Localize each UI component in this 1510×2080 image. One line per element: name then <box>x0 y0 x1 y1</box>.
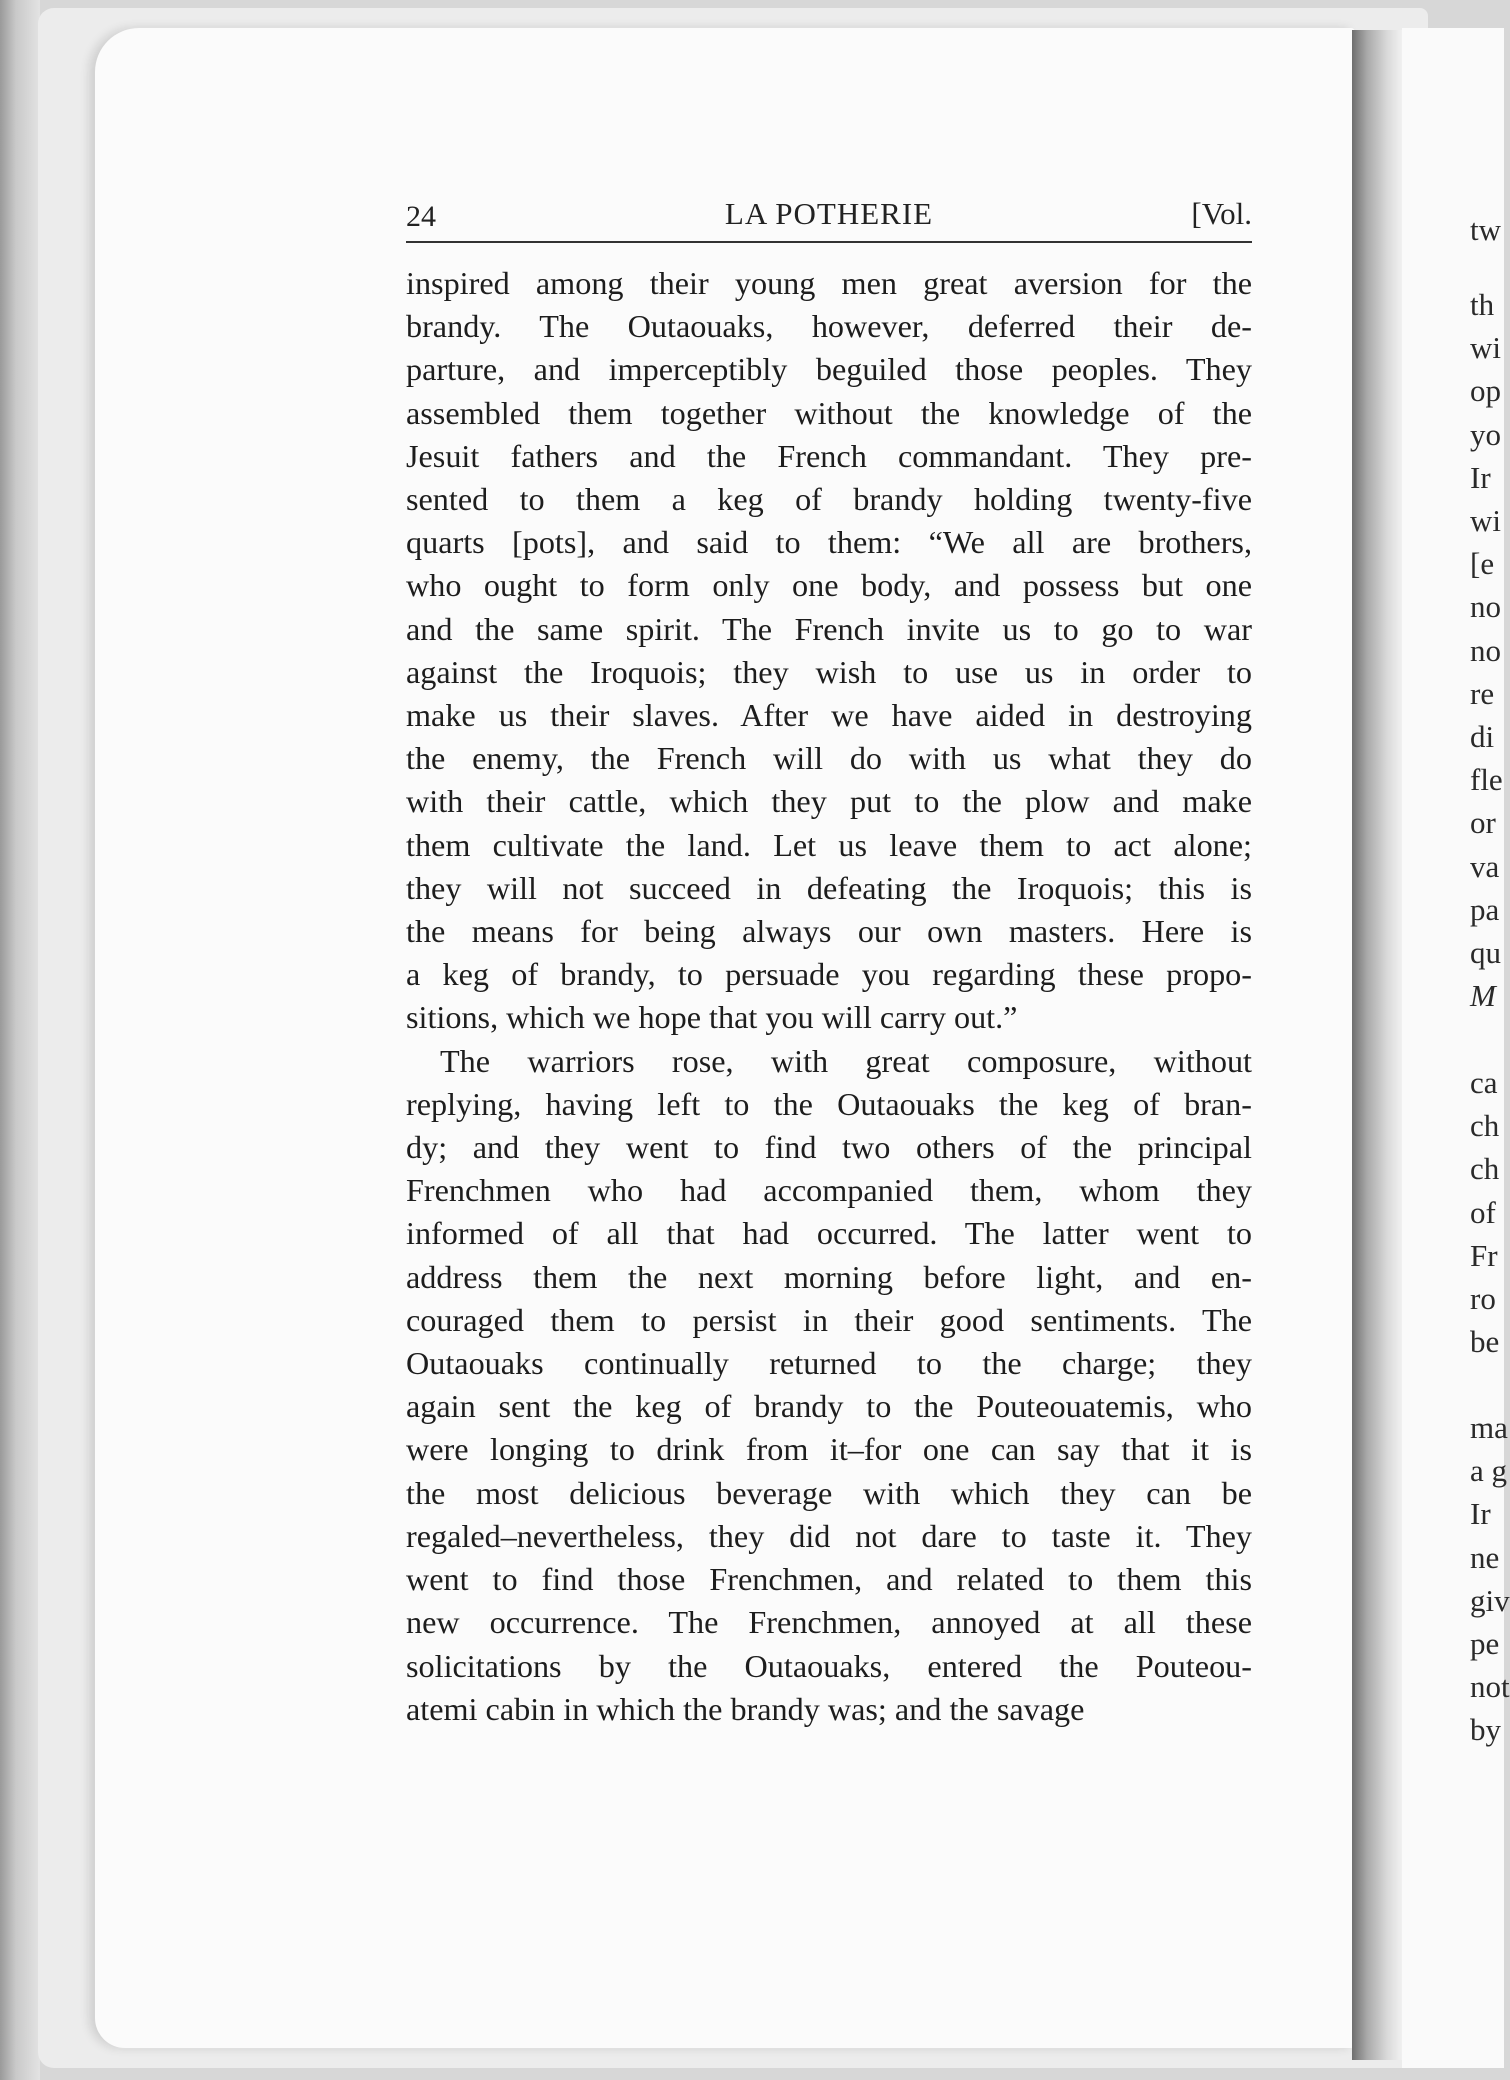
text-line: make us their slaves. After we have aided in destroying <box>406 697 1252 734</box>
text-line: dy; and they went to find two others of the principal <box>406 1129 1252 1166</box>
facing-page-fragment: be <box>1470 1324 1500 1360</box>
text-line: again sent the keg of brandy to the Pouteouatemis, who <box>406 1388 1252 1425</box>
facing-page-fragment: ch <box>1470 1151 1500 1187</box>
facing-page-fragment: [e <box>1470 546 1495 582</box>
facing-page-fragment: fle <box>1470 762 1503 798</box>
text-line: Frenchmen who had accompanied them, whom they <box>406 1172 1252 1209</box>
facing-page-fragment: ma <box>1470 1410 1508 1445</box>
facing-page-fragment: tw <box>1470 212 1501 247</box>
running-header <box>406 196 1252 240</box>
text-line: The warriors rose, with great composure, without <box>440 1042 1252 1079</box>
facing-page-fragment: Ir <box>1470 1496 1491 1532</box>
facing-page-fragment: no <box>1470 589 1501 625</box>
text-line: and the same spirit. The French invite us to go to war <box>406 610 1252 647</box>
text-line: inspired among their young men great aversion for the <box>406 265 1252 301</box>
paragraph <box>406 1040 1252 1731</box>
facing-page-fragment: wi <box>1470 330 1501 366</box>
facing-page-fragment: of <box>1470 1194 1496 1230</box>
text-line: Outaouaks continually returned to the charge; they <box>406 1345 1252 1382</box>
paragraph <box>406 262 1252 1040</box>
text-line: them cultivate the land. Let us leave them to act alone; <box>406 826 1252 863</box>
text-line: informed of all that had occurred. The latter went to <box>406 1215 1252 1252</box>
facing-page-fragment: ne <box>1470 1539 1500 1575</box>
text-line: address them the next morning before light, and en- <box>406 1258 1252 1295</box>
text-line: against the Iroquois; they wish to use us in order to <box>406 653 1252 690</box>
text-line: quarts [pots], and said to them: “We all are brothers, <box>406 524 1252 561</box>
facing-page-fragment: re <box>1470 675 1495 711</box>
text-line: new occurrence. The Frenchmen, annoyed at all these <box>406 1604 1252 1641</box>
book-binding-shadow <box>0 0 40 2080</box>
text-line: Jesuit fathers and the French commandant. They pre- <box>406 437 1252 474</box>
facing-page-fragment: qu <box>1470 935 1501 970</box>
text-line: couraged them to persist in their good sentiments. The <box>406 1301 1252 1338</box>
text-line: solicitations by the Outaouaks, entered the Pouteou- <box>406 1647 1252 1684</box>
text-line: sented to them a keg of brandy holding twenty-five <box>406 481 1252 518</box>
facing-page-fragment: M <box>1470 978 1496 1014</box>
facing-page-fragment: Fr <box>1470 1237 1498 1273</box>
text-line: who ought to form only one body, and possess but one <box>406 567 1252 604</box>
text-line: assembled them together without the knowledge of the <box>406 394 1252 431</box>
running-title: LA POTHERIE <box>724 196 934 231</box>
facing-page-fragment: not <box>1470 1669 1510 1705</box>
text-line: with their cattle, which they put to the plow and make <box>406 783 1252 820</box>
text-line: sitions, which we hope that you will carry out.” <box>406 999 1018 1036</box>
text-line: they will not succeed in defeating the Iroquois; this is <box>406 869 1252 906</box>
facing-page-fragment: op <box>1470 373 1501 409</box>
facing-page-fragment: Ir <box>1470 459 1491 495</box>
text-line: replying, having left to the Outaouaks the keg of bran- <box>406 1085 1252 1122</box>
facing-page-fragment: a g <box>1470 1453 1508 1489</box>
facing-page-fragment: di <box>1470 719 1495 754</box>
text-line: the most delicious beverage with which they can be <box>406 1474 1252 1511</box>
facing-page-fragment: th <box>1470 287 1495 322</box>
facing-page-fragment: pe <box>1470 1626 1500 1661</box>
page-number: 24 <box>406 200 436 233</box>
text-line: brandy. The Outaouaks, however, deferred their de- <box>406 308 1252 345</box>
facing-page-fragment: wi <box>1470 503 1501 538</box>
text-line: were longing to drink from it–for one can say that it is <box>406 1431 1252 1468</box>
text-line: the means for being always our own masters. Here is <box>406 913 1252 950</box>
facing-page-fragment: ro <box>1470 1281 1496 1316</box>
text-line: parture, and imperceptibly beguiled those peoples. They <box>406 351 1252 388</box>
text-line: the enemy, the French will do with us what they do <box>406 740 1252 777</box>
facing-page-fragment: by <box>1470 1712 1501 1748</box>
facing-page-fragment: ca <box>1470 1065 1498 1100</box>
facing-page-fragment: ch <box>1470 1108 1500 1144</box>
body-text <box>406 262 1252 1731</box>
facing-page-fragment: va <box>1470 848 1500 884</box>
facing-page-fragment: giv <box>1470 1582 1510 1618</box>
text-line: atemi cabin in which the brandy was; and the savage <box>406 1690 1085 1727</box>
book-gutter <box>1352 30 1402 2060</box>
facing-page-fragment: or <box>1470 805 1496 841</box>
facing-page-fragment: no <box>1470 632 1501 668</box>
header-rule <box>406 241 1252 243</box>
text-line: a keg of brandy, to persuade you regarding these propo- <box>406 956 1252 993</box>
text-line: went to find those Frenchmen, and related to them this <box>406 1561 1252 1598</box>
volume-marker: [Vol. <box>1191 196 1252 231</box>
facing-page-fragment: yo <box>1470 416 1501 452</box>
facing-page-fragment: pa <box>1470 891 1500 927</box>
text-line: regaled–nevertheless, they did not dare to taste it. They <box>406 1517 1252 1554</box>
